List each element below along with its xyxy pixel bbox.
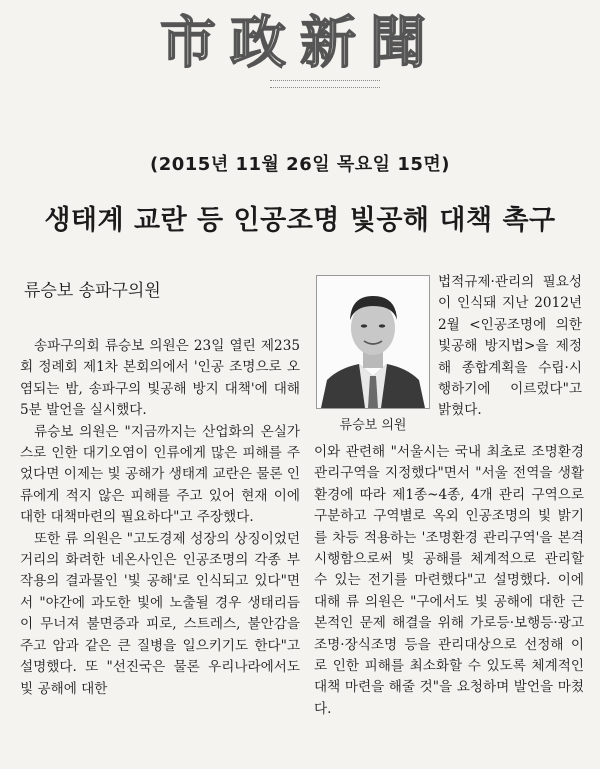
article-headline: 생태계 교란 등 인공조명 빛공해 대책 촉구 (44, 205, 556, 236)
article-byline: 류승보 송파구의원 (24, 281, 161, 301)
article-body-right-column-top (438, 272, 582, 422)
paragraph-3: 또한 류 의원은 "고도경제 성장의 상징이었던 거리의 화려한 네온사인은 인공조명의 각종 부작용의 결과물인 '빛 공해'로 인식되고 있다"면서 "야간에 과도한 빛에 노출될 경우 생태리듬이 무너져 불면증과 피로, 스트레스, 불안감을 주고 암과 같은 큰 질병을 일으키기도 한다"고 설명했다. 또 "선진국은 물론 우리나라에서도 빛 공해에 대한 (20, 530, 300, 697)
publication-date: (2015년 11월 26일 목요일 15면) (150, 154, 450, 175)
paragraph-4: 이와 관련해 "서울시는 국내 최초로 조명환경관리구역을 지정했다"면서 "서울 전역을 생활환경에 따라 제1종~4종, 4개 관리 구역으로 구분하고 구역별로 옥외 인공조명의 빛 밝기를 차등 적용하는 '조명환경 관리구역'을 본격 시행함으로써 빛 공해를 체계적으로 관리할 수 있는 전기를 마련했다"고 설명했다. 이에 대해 류 의원은 "구에서도 빛 공해에 대한 근본적인 문제 해결을 위해 가로등·보행등·광고조명·장식조명 등을 관리대상으로 선정해 이로 인한 피해를 최소화할 수 있도록 체계적인 대책 마련을 해줄 것"을 요청하며 발언을 마쳤다. (314, 444, 584, 717)
article-body-left-column (20, 336, 300, 700)
paragraph-2: 류승보 의원은 "지금까지는 산업화의 온실가스로 인한 대기오염이 인류에게 많은 피해를 주었다면 이제는 빛 공해가 생태계 교란은 물론 인류에게 적지 않은 피해를 주고 있어 현재 이에 대한 대책마련의 필요하다"고 주장했다. (20, 423, 300, 526)
masthead-ornament (270, 80, 380, 88)
paragraph-1: 송파구의회 류승보 의원은 23일 열린 제235회 정례회 제1차 본회의에서 '인공 조명으로 오염되는 밤, 송파구의 빛공해 방지 대책'에 대해 5분 발언을 실시했다. (20, 338, 300, 419)
portrait-illustration (317, 276, 429, 408)
article-body-right-column-bottom (314, 442, 584, 720)
paragraph-continued: 법적규제·관리의 필요성이 인식돼 지난 2012년 2월 <인공조명에 의한 빛공해 방지법>을 제정해 종합계획을 수립·시행하기에 이르렀다"고 밝혔다. (438, 274, 582, 419)
portrait-photo (316, 275, 430, 409)
newspaper-masthead: 市政新聞 (160, 10, 440, 76)
photo-caption: 류승보 의원 (339, 418, 407, 433)
